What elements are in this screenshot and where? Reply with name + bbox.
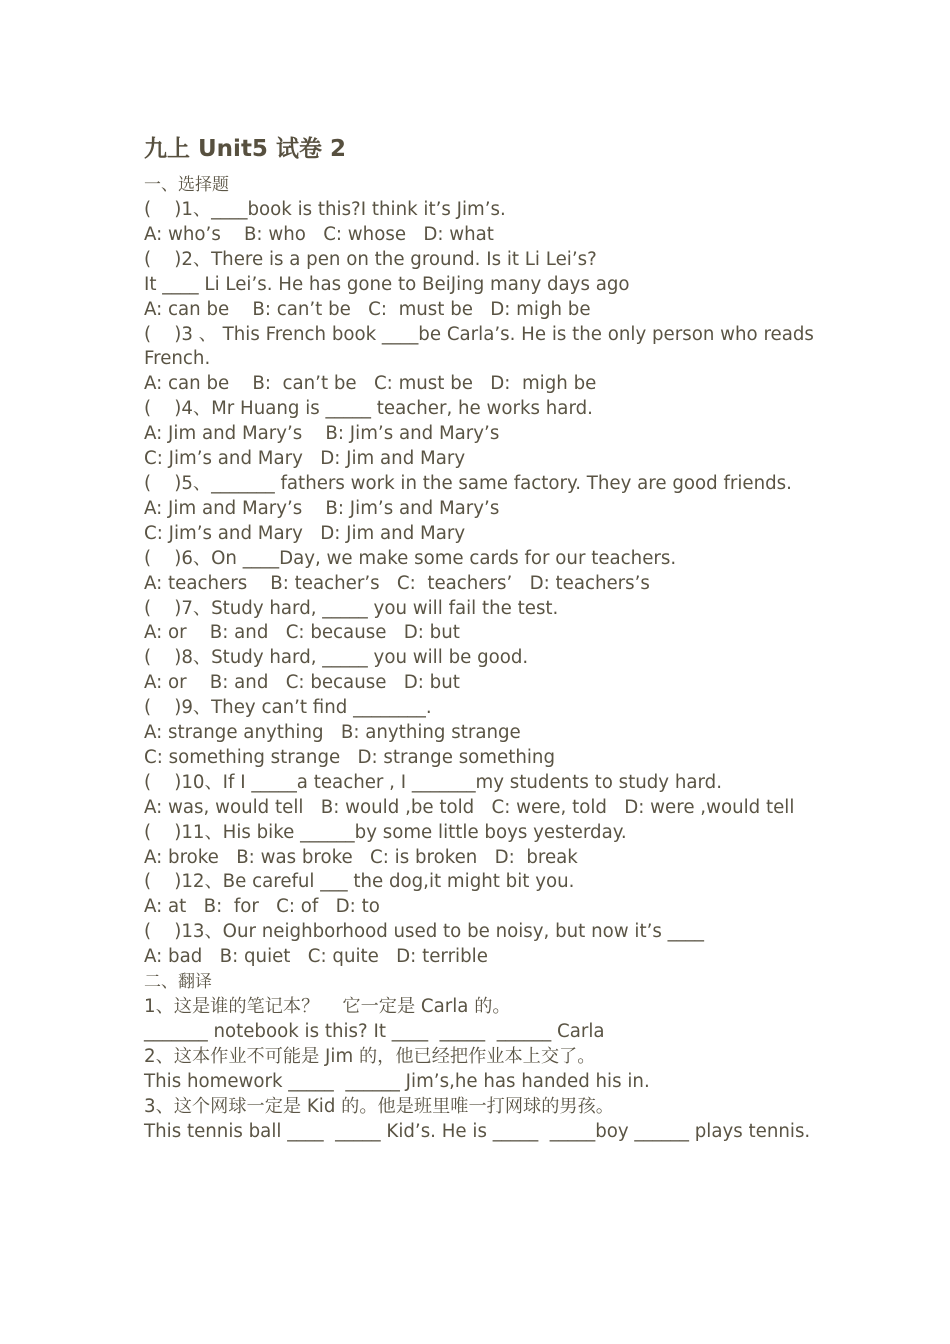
question-line: ( )13、Our neighborhood used to be noisy, but now it’s ____	[144, 921, 705, 943]
question-line: ( )5、_______ fathers work in the same factory. They are good friends.	[144, 472, 792, 494]
question-line: A: at B: for C: of D: to	[144, 896, 380, 918]
question-line: A: or B: and C: because D: but	[144, 672, 460, 694]
question-line: ( )4、Mr Huang is _____ teacher, he works hard.	[144, 398, 593, 420]
question-line: This tennis ball ____ _____ Kid’s. He is _____ _____boy ______ plays tennis.	[144, 1120, 811, 1142]
section-heading: 二、翻译	[144, 972, 212, 993]
question-line: ( )11、His bike ______by some little boys yesterday.	[144, 821, 627, 843]
question-line: A: teachers B: teacher’s C: teachers’ D: teachers’s	[144, 572, 650, 594]
exam-title: 九上 Unit5 试卷 2	[144, 136, 346, 162]
question-line: 1、这是谁的笔记本？ 它一定是 Carla 的。	[144, 996, 511, 1018]
question-line: C: something strange D: strange something	[144, 746, 555, 768]
question-line: C: Jim’s and Mary D: Jim and Mary	[144, 448, 466, 470]
question-line: A: broke B: was broke C: is broken D: break	[144, 846, 578, 868]
question-line: ( )7、Study hard, _____ you will fail the test.	[144, 597, 559, 619]
question-line: A: Jim and Mary’s B: Jim’s and Mary’s	[144, 423, 500, 445]
question-line: ( )8、Study hard, _____ you will be good.	[144, 647, 529, 669]
question-line: C: Jim’s and Mary D: Jim and Mary	[144, 522, 466, 544]
question-line: 2、这本作业不可能是 Jim 的，他已经把作业本上交了。	[144, 1045, 596, 1067]
question-line: This homework _____ ______ Jim’s,he has handed his in.	[144, 1070, 650, 1092]
question-line: _______ notebook is this? It ____ _____ ______ Carla	[144, 1021, 605, 1042]
exam-page	[144, 133, 820, 1145]
question-line: A: bad B: quiet C: quite D: terrible	[144, 946, 488, 968]
question-line: A: strange anything B: anything strange	[144, 722, 521, 744]
question-line: A: can be B: can’t be C: must be D: migh be	[144, 373, 597, 395]
question-line: ( )2、There is a pen on the ground. Is it Li Lei’s?	[144, 248, 597, 270]
question-line: 3、这个网球一定是 Kid 的。他是班里唯一打网球的男孩。	[144, 1095, 614, 1117]
question-line: A: who’s B: who C: whose D: what	[144, 223, 494, 245]
question-line: A: Jim and Mary’s B: Jim’s and Mary’s	[144, 497, 500, 519]
question-line: ( )3 、 This French book ____be Carla’s. He is the only person who reads French.	[144, 323, 820, 370]
question-line: It ____ Li Lei’s. He has gone to BeiJing many days ago	[144, 273, 630, 295]
question-line: ( )1、____book is this?I think it’s Jim’s.	[144, 199, 506, 220]
question-line: A: or B: and C: because D: but	[144, 622, 460, 644]
question-line: ( )9、They can’t find ________.	[144, 697, 432, 719]
question-line: ( )10、If I _____a teacher , I _______my students to study hard.	[144, 771, 723, 793]
question-line: A: can be B: can’t be C: must be D: migh be	[144, 298, 591, 320]
section-heading: 一、选择题	[144, 175, 229, 195]
question-line: ( )12、Be careful ___ the dog,it might bit you.	[144, 871, 575, 893]
question-line: A: was, would tell B: would ,be told C: were, told D: were ,would tell	[144, 796, 795, 818]
exam-content	[144, 173, 820, 1145]
question-line: ( )6、On ____Day, we make some cards for our teachers.	[144, 547, 677, 569]
